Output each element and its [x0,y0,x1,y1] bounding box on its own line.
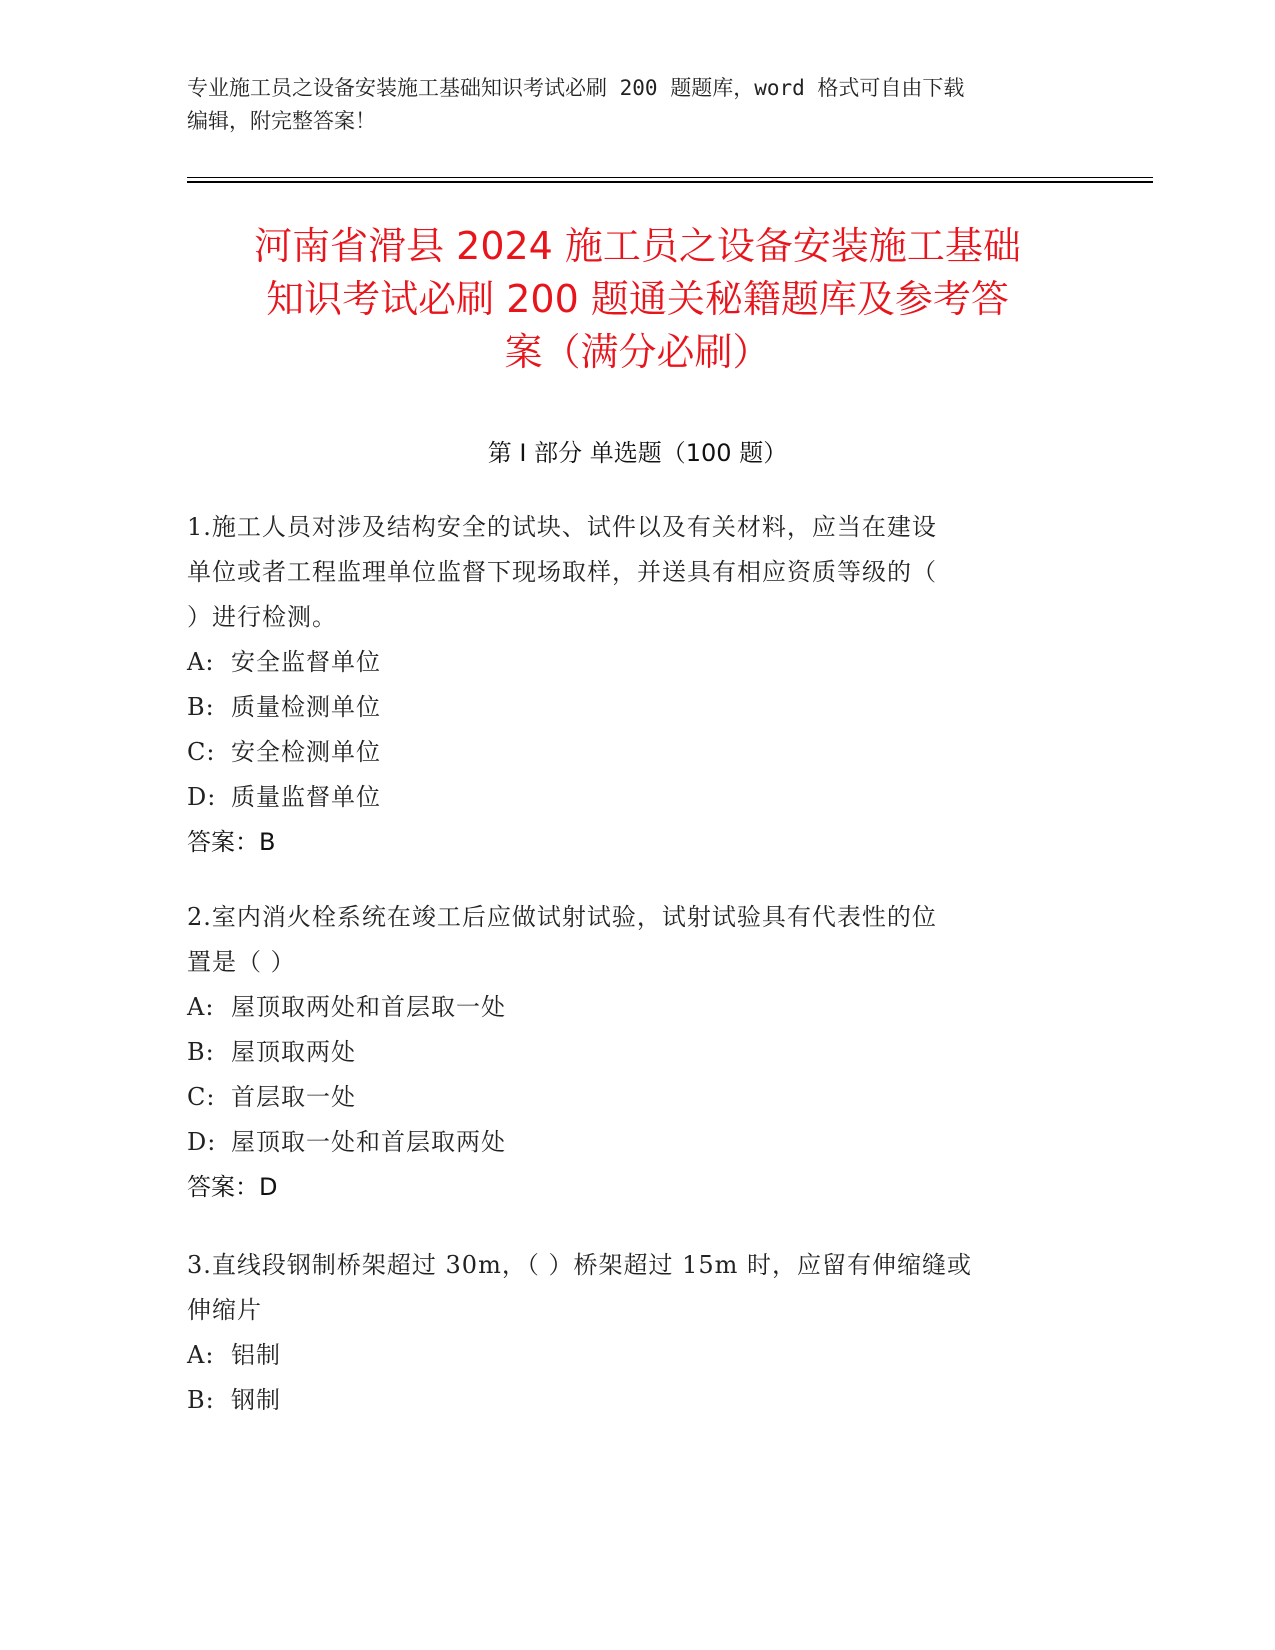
question-2-option-a: A: 屋顶取两处和首层取一处 [187,993,506,1021]
header-divider-thin [187,177,1153,178]
question-2-stem-line-1: 2.室内消火栓系统在竣工后应做试射试验，试射试验具有代表性的位 [187,903,937,931]
question-3-option-a: A: 铝制 [187,1341,281,1369]
question-1-stem-line-1: 1.施工人员对涉及结构安全的试块、试件以及有关材料，应当在建设 [187,513,937,541]
title-line-1: 河南省滑县 2024 施工员之设备安装施工基础 [254,224,1021,268]
header-note-line-2: 编辑，附完整答案！ [187,109,376,133]
question-3-stem-line-2: 伸缩片 [187,1296,262,1324]
question-1-option-d: D: 质量监督单位 [187,783,381,811]
header-note [187,72,1067,138]
question-1-option-a: A: 安全监督单位 [187,648,381,676]
question-2-answer: 答案：D [187,1173,278,1201]
question-2-option-c: C: 首层取一处 [187,1083,356,1111]
question-3 [187,1243,1067,1423]
question-2-stem-line-2: 置是（ ） [187,948,296,976]
header-note-line-1: 专业施工员之设备安装施工基础知识考试必刷 200 题题库，word 格式可自由下载 [187,76,965,100]
question-1-answer: 答案：B [187,828,276,856]
question-2 [187,895,1067,1210]
question-2-option-b: B: 屋顶取两处 [187,1038,356,1066]
section-heading: 第 I 部分 单选题（100 题） [487,439,788,467]
question-1 [187,505,1067,865]
question-3-option-b: B: 钢制 [187,1386,281,1414]
title-line-2: 知识考试必刷 200 题通关秘籍题库及参考答 [266,277,1009,321]
title-line-3: 案（满分必刷） [504,330,771,374]
header-divider-thick [187,181,1153,183]
question-3-stem-line-1: 3.直线段钢制桥架超过 30m，（ ）桥架超过 15m 时，应留有伸缩缝或 [187,1251,973,1279]
document-title [150,220,1125,379]
question-1-option-c: C: 安全检测单位 [187,738,381,766]
question-1-option-b: B: 质量检测单位 [187,693,381,721]
question-1-stem-line-2: 单位或者工程监理单位监督下现场取样，并送具有相应资质等级的（ [187,558,937,586]
question-2-option-d: D: 屋顶取一处和首层取两处 [187,1128,506,1156]
question-1-stem-line-3: ）进行检测。 [187,603,337,631]
